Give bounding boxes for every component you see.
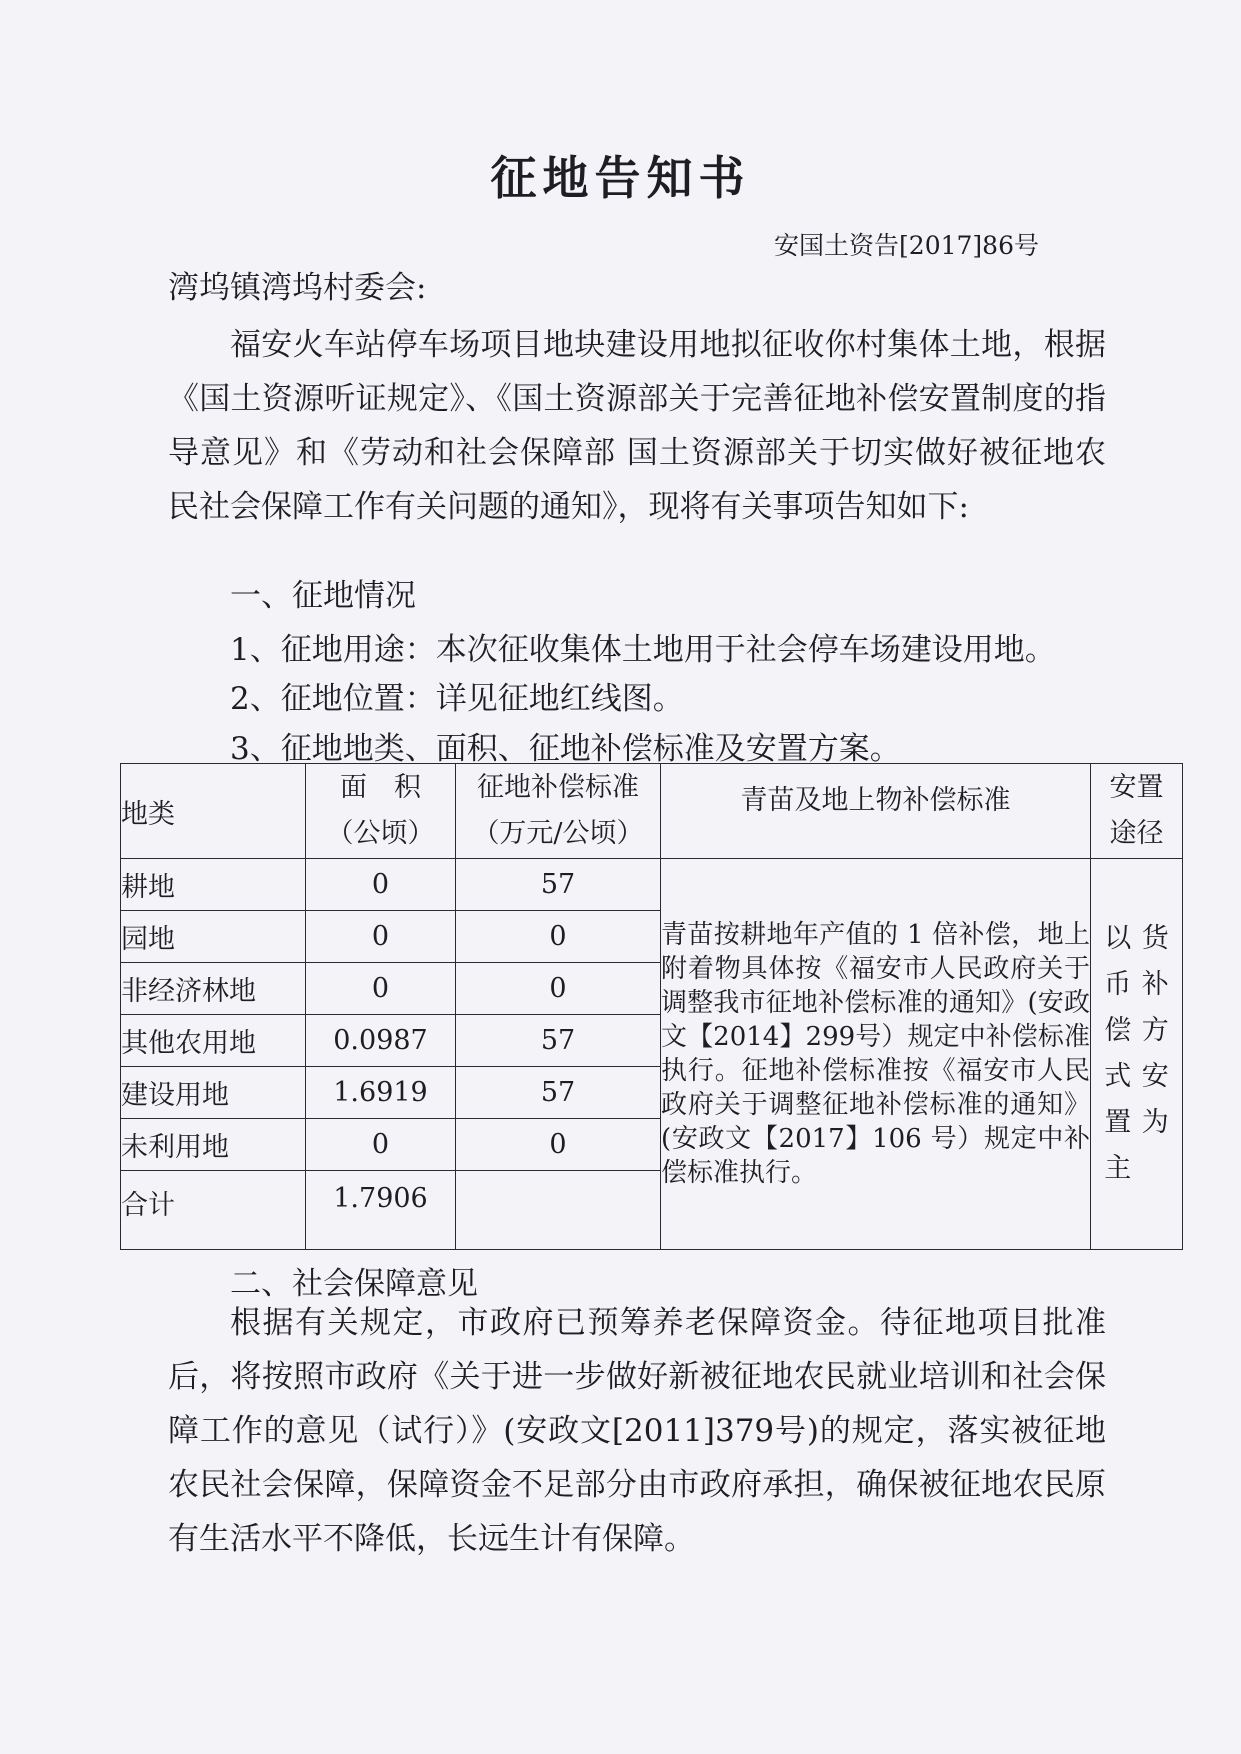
land-compensation-table [120,763,1183,1250]
row-category: 非经济林地 [121,963,306,1015]
row-standard [456,1171,661,1250]
row-standard: 0 [456,1119,661,1171]
row-area: 0 [306,911,456,963]
header-area [306,764,456,859]
header-standard-line1: 征地补偿标准 [477,772,639,803]
section2-heading: 二、社会保障意见 [230,1266,478,1302]
section1-item1: 1、征地用途：本次征收集体土地用于社会停车场建设用地。 [230,632,1056,668]
section1-item3: 3、征地地类、面积、征地补偿标准及安置方案。 [230,731,901,767]
row-category: 其他农用地 [121,1015,306,1067]
resettlement-route [1091,859,1183,1250]
row-standard: 57 [456,859,661,911]
row-category: 园地 [121,911,306,963]
header-route-line2: 途径 [1109,818,1164,849]
header-area-line1: 面 积 [340,772,421,803]
document-number: 安国土资告[2017]86号 [774,231,1039,260]
row-standard: 57 [456,1067,661,1119]
row-area: 1.6919 [306,1067,456,1119]
section1-item2: 2、征地位置：详见征地红线图。 [230,681,684,717]
row-standard: 0 [456,911,661,963]
route-column-left: 以币偿式置主 [1104,923,1134,1184]
row-area: 0 [306,1119,456,1171]
section2-paragraph: 根据有关规定，市政府已预筹养老保障资金。待征地项目批准后，将按照市政府《关于进一步做好新被征地农民就业培训和社会保障工作的意见（试行）》(安政文[2011]379号)的规定，落实被征地农民社会保障，保障资金不足部分由市政府承担，确保被征地农民原有生活水平不降低，长远生计有保障。 [168,1305,1106,1557]
header-crops: 青苗及地上物补偿标准 [661,764,1091,859]
crops-compensation-note: 青苗按耕地年产值的 1 倍补偿，地上附着物具体按《福安市人民政府关于调整我市征地补偿标准的通知》(安政文【2014】299号）规定中补偿标准执行。征地补偿标准按《福安市人民政府关于调整征地补偿标准的通知》(安政文【2017】106 号）规定中补偿标准执行。 [661,859,1091,1250]
route-column-right: 货补方安为 [1141,923,1171,1138]
row-area: 0 [306,963,456,1015]
addressee: 湾坞镇湾坞村委会: [168,270,427,306]
row-category: 建设用地 [121,1067,306,1119]
row-category: 耕地 [121,859,306,911]
page-title: 征地告知书 [490,151,751,205]
header-route [1091,764,1183,859]
intro-paragraph: 福安火车站停车场项目地块建设用地拟征收你村集体土地，根据《国土资源听证规定》、《国土资源部关于完善征地补偿安置制度的指导意见》和《劳动和社会保障部 国土资源部关于切实做好被征地农民社会保障工作有关问题的通知》，现将有关事项告知如下: [168,327,1106,525]
row-area: 1.7906 [306,1171,456,1250]
section1-heading: 一、征地情况 [230,578,416,614]
header-standard-line2: （万元/公顷） [472,818,644,849]
row-standard: 0 [456,963,661,1015]
header-standard [456,764,661,859]
table-header-row [121,764,1183,859]
row-category: 未利用地 [121,1119,306,1171]
header-area-line2: （公顷） [326,818,435,849]
header-category: 地类 [121,764,306,859]
header-route-line1: 安置 [1109,772,1164,803]
row-standard: 57 [456,1015,661,1067]
row-area: 0 [306,859,456,911]
table-row [121,859,1183,911]
row-area: 0.0987 [306,1015,456,1067]
row-category: 合计 [121,1171,306,1250]
